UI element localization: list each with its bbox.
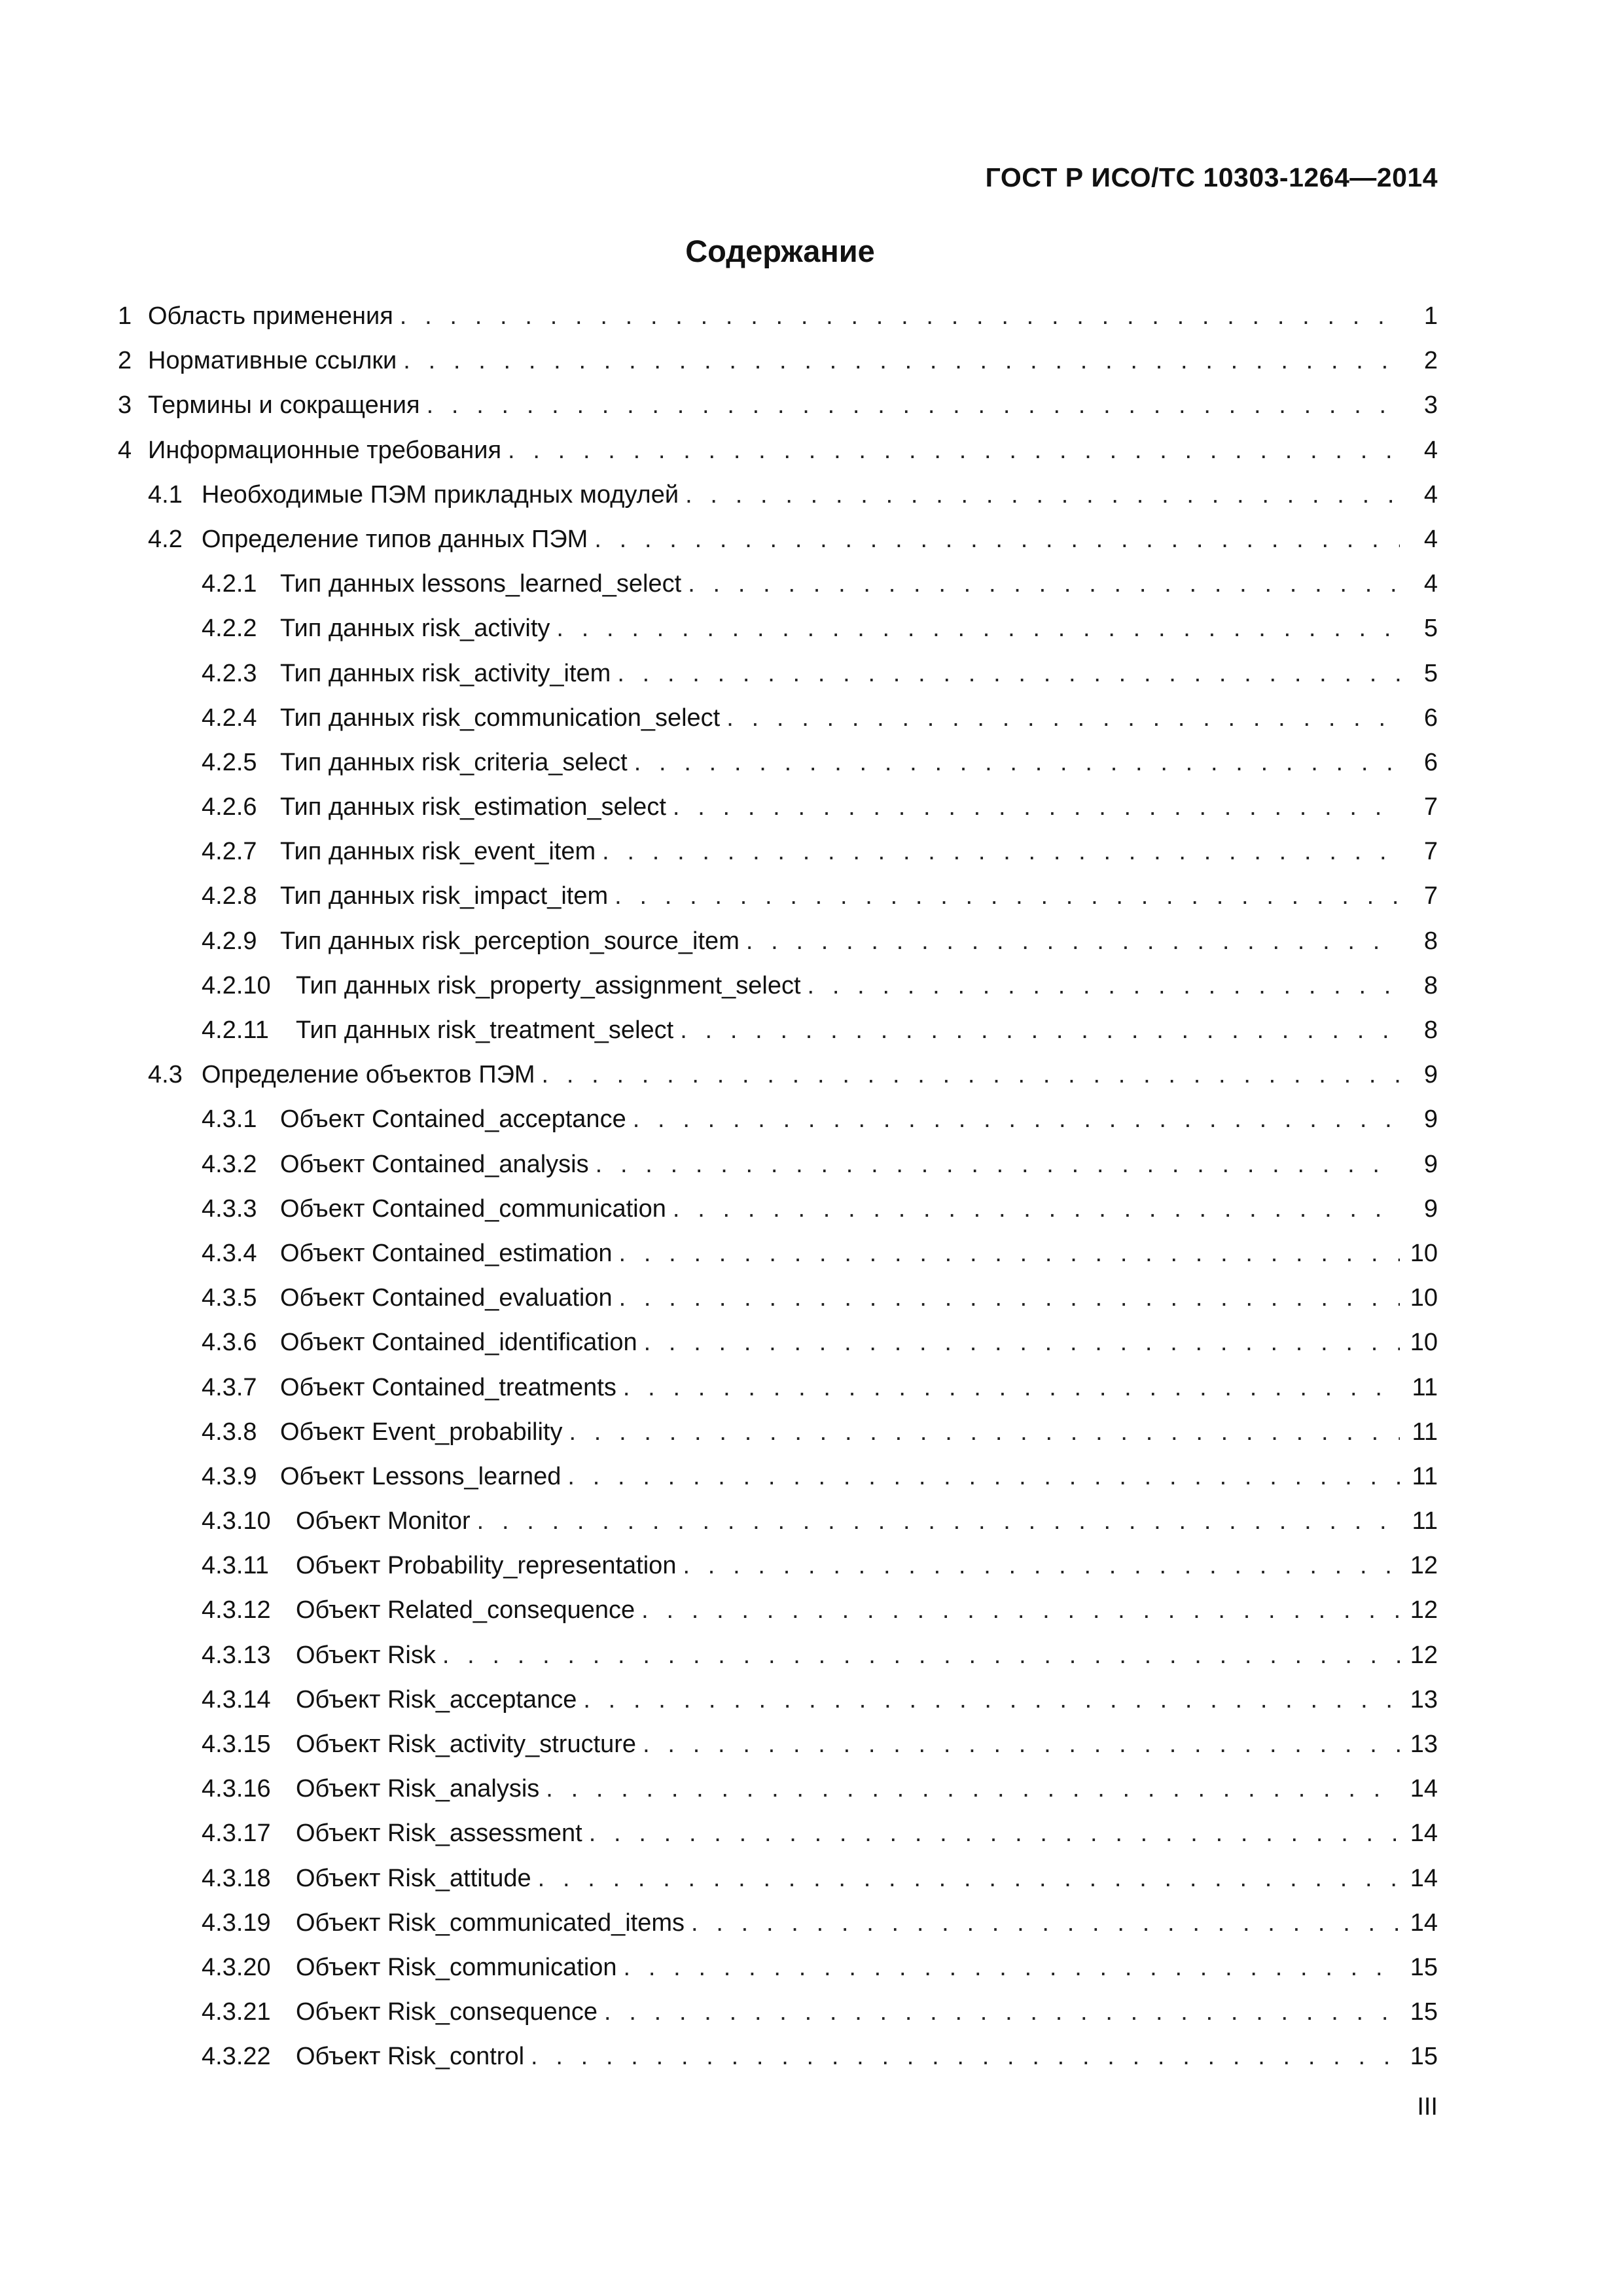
toc-entry-page: 7 xyxy=(1400,838,1438,866)
toc-dot-leader xyxy=(617,660,1400,688)
toc-entry-page: 10 xyxy=(1400,1240,1438,1268)
toc-dot-leader xyxy=(589,1820,1400,1848)
toc-entry-number: 4.2.5 xyxy=(202,748,257,776)
toc-dot-leader xyxy=(680,1016,1400,1045)
toc-entry-title: Объект Contained_treatments xyxy=(280,1374,623,1402)
toc-entry-title: Объект Risk_consequence xyxy=(296,1998,604,2026)
toc-entry-page: 12 xyxy=(1400,1552,1438,1580)
toc-entry-title: Тип данных risk_estimation_select xyxy=(280,793,673,821)
toc-entry-number: 4 xyxy=(118,436,132,464)
toc-entry-title: Объект Contained_estimation xyxy=(280,1240,619,1268)
toc-entry-page: 8 xyxy=(1400,1016,1438,1045)
toc-entry-number: 1 xyxy=(118,302,132,330)
toc-entry-page: 13 xyxy=(1400,1686,1438,1714)
toc-entry-number: 4.3.1 xyxy=(202,1105,257,1134)
table-of-contents xyxy=(118,302,1438,2088)
toc-entry-page: 11 xyxy=(1400,1374,1438,1402)
toc-dot-leader xyxy=(644,1329,1400,1357)
toc-entry-title: Тип данных risk_treatment_select xyxy=(296,1016,680,1045)
toc-entry-page: 9 xyxy=(1400,1105,1438,1134)
toc-entry-title: Объект Risk_acceptance xyxy=(296,1686,583,1714)
toc-entry-number: 4.3.10 xyxy=(202,1507,271,1535)
toc-entry-number: 4.2.8 xyxy=(202,882,257,910)
toc-entry-page: 12 xyxy=(1400,1641,1438,1670)
toc-entry-page: 11 xyxy=(1400,1418,1438,1446)
toc-entry[interactable] xyxy=(118,1552,1438,1596)
toc-entry[interactable] xyxy=(118,1195,1438,1240)
toc-entry[interactable] xyxy=(118,1329,1438,1373)
toc-entry[interactable] xyxy=(118,526,1438,570)
toc-entry-title: Объект Contained_acceptance xyxy=(280,1105,633,1134)
toc-entry-title: Объект Monitor xyxy=(296,1507,477,1535)
toc-entry[interactable] xyxy=(118,1998,1438,2043)
toc-entry[interactable] xyxy=(118,927,1438,972)
toc-entry-page: 11 xyxy=(1400,1507,1438,1535)
toc-entry-title: Объект Risk_communication xyxy=(296,1954,624,1982)
toc-dot-leader xyxy=(538,1865,1400,1893)
toc-entry[interactable] xyxy=(118,1731,1438,1775)
toc-entry[interactable] xyxy=(118,1596,1438,1641)
toc-entry-title: Объект Risk xyxy=(296,1641,442,1670)
toc-entry-number: 4.3.6 xyxy=(202,1329,257,1357)
toc-entry-title: Объект Risk_analysis xyxy=(296,1775,546,1803)
toc-entry-title: Объект Risk_assessment xyxy=(296,1820,589,1848)
toc-dot-leader xyxy=(673,1195,1400,1223)
toc-dot-leader xyxy=(602,838,1400,866)
toc-entry-title: Тип данных risk_property_assignment_select xyxy=(296,972,808,1000)
toc-entry-title: Тип данных risk_criteria_select xyxy=(280,749,634,777)
toc-entry-title: Объект Contained_communication xyxy=(280,1195,673,1223)
toc-entry-page: 14 xyxy=(1400,1865,1438,1893)
toc-entry[interactable] xyxy=(118,1061,1438,1105)
toc-entry-number: 4.2.7 xyxy=(202,838,257,866)
toc-entry[interactable] xyxy=(118,2043,1438,2087)
toc-entry-title: Нормативные ссылки xyxy=(148,347,403,375)
toc-entry-title: Объект Risk_communicated_items xyxy=(296,1909,691,1937)
toc-entry-page: 12 xyxy=(1400,1596,1438,1624)
toc-dot-leader xyxy=(619,1240,1400,1268)
toc-entry-number: 4.2 xyxy=(148,525,183,553)
toc-entry[interactable] xyxy=(118,704,1438,749)
toc-entry-number: 4.2.1 xyxy=(202,570,257,598)
toc-entry-number: 4.2.11 xyxy=(202,1016,269,1044)
toc-entry-page: 9 xyxy=(1400,1195,1438,1223)
toc-entry[interactable] xyxy=(118,615,1438,659)
toc-entry-page: 4 xyxy=(1400,526,1438,554)
toc-dot-leader xyxy=(594,526,1400,554)
toc-entry[interactable] xyxy=(118,347,1438,391)
toc-dot-leader xyxy=(442,1641,1400,1670)
toc-entry[interactable] xyxy=(118,437,1438,481)
toc-dot-leader xyxy=(633,1105,1400,1134)
toc-entry[interactable] xyxy=(118,838,1438,882)
toc-entry-page: 11 xyxy=(1400,1463,1438,1491)
toc-dot-leader xyxy=(477,1507,1400,1535)
toc-entry-number: 4.3 xyxy=(148,1061,183,1089)
toc-dot-leader xyxy=(634,749,1400,777)
toc-dot-leader xyxy=(688,570,1400,598)
toc-dot-leader xyxy=(403,347,1400,375)
toc-dot-leader xyxy=(583,1686,1400,1714)
toc-dot-leader xyxy=(683,1552,1400,1580)
toc-dot-leader xyxy=(604,1998,1400,2026)
toc-entry-title: Тип данных risk_activity_item xyxy=(280,660,617,688)
toc-entry[interactable] xyxy=(118,1820,1438,1864)
toc-entry-title: Объект Related_consequence xyxy=(296,1596,641,1624)
toc-entry-number: 4.2.10 xyxy=(202,971,271,999)
toc-entry-page: 15 xyxy=(1400,1998,1438,2026)
toc-entry-title: Определение типов данных ПЭМ xyxy=(202,526,594,554)
toc-entry-title: Объект Risk_control xyxy=(296,2043,531,2071)
toc-entry-page: 3 xyxy=(1400,391,1438,420)
toc-dot-leader xyxy=(508,437,1400,465)
toc-entry-page: 14 xyxy=(1400,1820,1438,1848)
toc-entry[interactable] xyxy=(118,1865,1438,1909)
toc-entry-number: 4.3.3 xyxy=(202,1194,257,1223)
toc-dot-leader xyxy=(726,704,1400,732)
toc-entry-number: 4.3.22 xyxy=(202,2043,271,2071)
toc-dot-leader xyxy=(641,1596,1400,1624)
toc-entry[interactable] xyxy=(118,1641,1438,1686)
toc-dot-leader xyxy=(624,1954,1400,1982)
toc-entry[interactable] xyxy=(118,1775,1438,1820)
toc-entry-title: Тип данных risk_communication_select xyxy=(280,704,726,732)
toc-entry[interactable] xyxy=(118,1016,1438,1061)
toc-entry[interactable] xyxy=(118,882,1438,927)
toc-entry[interactable] xyxy=(118,1105,1438,1150)
toc-entry[interactable] xyxy=(118,660,1438,704)
toc-entry-number: 4.3.16 xyxy=(202,1775,271,1803)
toc-entry-number: 3 xyxy=(118,391,132,420)
toc-entry-number: 4.1 xyxy=(148,480,183,509)
toc-entry-page: 14 xyxy=(1400,1909,1438,1937)
toc-entry-number: 4.3.5 xyxy=(202,1284,257,1312)
toc-entry-title: Объект Event_probability xyxy=(280,1418,569,1446)
toc-entry-number: 4.3.9 xyxy=(202,1462,257,1490)
toc-entry-title: Объект Contained_analysis xyxy=(280,1151,596,1179)
toc-entry-title: Объект Probability_representation xyxy=(296,1552,683,1580)
toc-entry-page: 10 xyxy=(1400,1329,1438,1357)
toc-entry-page: 1 xyxy=(1400,302,1438,331)
toc-entry[interactable] xyxy=(118,570,1438,615)
toc-entry-page: 15 xyxy=(1400,1954,1438,1982)
toc-dot-leader xyxy=(556,615,1400,643)
toc-entry-number: 4.3.2 xyxy=(202,1150,257,1178)
toc-entry[interactable] xyxy=(118,302,1438,347)
toc-dot-leader xyxy=(546,1775,1400,1803)
toc-entry-title: Объект Contained_evaluation xyxy=(280,1284,619,1312)
toc-entry-page: 4 xyxy=(1400,481,1438,509)
toc-entry-page: 4 xyxy=(1400,570,1438,598)
toc-entry-page: 13 xyxy=(1400,1731,1438,1759)
toc-entry[interactable] xyxy=(118,1240,1438,1284)
toc-entry[interactable] xyxy=(118,1507,1438,1552)
toc-entry-title: Необходимые ПЭМ прикладных модулей xyxy=(202,481,685,509)
toc-dot-leader xyxy=(400,302,1400,331)
toc-entry-number: 4.2.6 xyxy=(202,793,257,821)
toc-entry-page: 8 xyxy=(1400,972,1438,1000)
toc-entry[interactable] xyxy=(118,749,1438,793)
toc-entry-page: 14 xyxy=(1400,1775,1438,1803)
toc-entry-page: 7 xyxy=(1400,793,1438,821)
toc-entry-title: Термины и сокращения xyxy=(148,391,427,420)
toc-entry-number: 4.3.8 xyxy=(202,1418,257,1446)
document-code-header: ГОСТ Р ИСО/ТС 10303-1264—2014 xyxy=(985,162,1438,192)
toc-title: Содержание xyxy=(685,234,875,268)
toc-entry[interactable] xyxy=(118,1463,1438,1507)
toc-entry[interactable] xyxy=(118,793,1438,838)
toc-entry-number: 4.2.4 xyxy=(202,704,257,732)
toc-entry-page: 5 xyxy=(1400,660,1438,688)
toc-dot-leader xyxy=(619,1284,1400,1312)
page-number: III xyxy=(1417,2093,1438,2121)
toc-entry-page: 7 xyxy=(1400,882,1438,910)
toc-entry-number: 4.3.15 xyxy=(202,1731,271,1758)
toc-entry-number: 4.3.19 xyxy=(202,1909,271,1937)
toc-entry[interactable] xyxy=(118,1954,1438,1998)
toc-entry-page: 15 xyxy=(1400,2043,1438,2071)
toc-entry-page: 5 xyxy=(1400,615,1438,643)
toc-entry-number: 4.3.11 xyxy=(202,1552,269,1580)
toc-entry[interactable] xyxy=(118,391,1438,436)
toc-entry-title: Объект Risk_attitude xyxy=(296,1865,538,1893)
toc-dot-leader xyxy=(691,1909,1400,1937)
toc-dot-leader xyxy=(542,1061,1400,1089)
toc-entry-title: Тип данных risk_perception_source_item xyxy=(280,927,746,956)
toc-entry-number: 4.3.13 xyxy=(202,1641,271,1669)
toc-dot-leader xyxy=(623,1374,1400,1402)
toc-entry-page: 2 xyxy=(1400,347,1438,375)
toc-entry-page: 8 xyxy=(1400,927,1438,956)
toc-entry-number: 4.3.14 xyxy=(202,1685,271,1713)
toc-entry-title: Тип данных risk_impact_item xyxy=(280,882,615,910)
toc-entry-number: 4.3.18 xyxy=(202,1864,271,1892)
toc-entry-page: 4 xyxy=(1400,437,1438,465)
toc-dot-leader xyxy=(643,1731,1400,1759)
toc-dot-leader xyxy=(531,2043,1400,2071)
toc-entry-page: 9 xyxy=(1400,1151,1438,1179)
toc-entry[interactable] xyxy=(118,1151,1438,1195)
toc-dot-leader xyxy=(746,927,1400,956)
toc-entry-page: 9 xyxy=(1400,1061,1438,1089)
toc-entry-page: 10 xyxy=(1400,1284,1438,1312)
toc-entry-title: Объект Risk_activity_structure xyxy=(296,1731,643,1759)
toc-entry[interactable] xyxy=(118,972,1438,1016)
toc-entry[interactable] xyxy=(118,1686,1438,1731)
toc-entry-title: Тип данных risk_activity xyxy=(280,615,556,643)
toc-entry-number: 2 xyxy=(118,347,132,375)
toc-entry-page: 6 xyxy=(1400,749,1438,777)
toc-entry-number: 4.3.20 xyxy=(202,1953,271,1981)
toc-dot-leader xyxy=(673,793,1400,821)
toc-entry[interactable] xyxy=(118,1284,1438,1329)
toc-dot-leader xyxy=(567,1463,1400,1491)
toc-dot-leader xyxy=(596,1151,1400,1179)
toc-dot-leader xyxy=(808,972,1400,1000)
toc-entry[interactable] xyxy=(118,1909,1438,1954)
toc-entry-number: 4.3.4 xyxy=(202,1239,257,1267)
toc-dot-leader xyxy=(685,481,1400,509)
toc-entry-title: Определение объектов ПЭМ xyxy=(202,1061,542,1089)
toc-entry[interactable] xyxy=(118,1374,1438,1418)
toc-entry[interactable] xyxy=(118,1418,1438,1463)
toc-entry-number: 4.3.7 xyxy=(202,1373,257,1401)
toc-dot-leader xyxy=(615,882,1400,910)
toc-entry-title: Объект Contained_identification xyxy=(280,1329,644,1357)
toc-entry-number: 4.3.21 xyxy=(202,1998,271,2026)
toc-entry-number: 4.2.2 xyxy=(202,615,257,643)
toc-dot-leader xyxy=(569,1418,1400,1446)
toc-entry[interactable] xyxy=(118,481,1438,526)
toc-entry-number: 4.3.17 xyxy=(202,1820,271,1848)
toc-entry-title: Область применения xyxy=(148,302,400,331)
toc-entry-title: Объект Lessons_learned xyxy=(280,1463,567,1491)
toc-entry-title: Тип данных risk_event_item xyxy=(280,838,602,866)
toc-entry-number: 4.3.12 xyxy=(202,1596,271,1624)
toc-entry-number: 4.2.9 xyxy=(202,927,257,955)
toc-entry-page: 6 xyxy=(1400,704,1438,732)
toc-entry-title: Тип данных lessons_learned_select xyxy=(280,570,688,598)
toc-entry-number: 4.2.3 xyxy=(202,659,257,687)
toc-entry-title: Информационные требования xyxy=(148,437,508,465)
toc-dot-leader xyxy=(427,391,1400,420)
